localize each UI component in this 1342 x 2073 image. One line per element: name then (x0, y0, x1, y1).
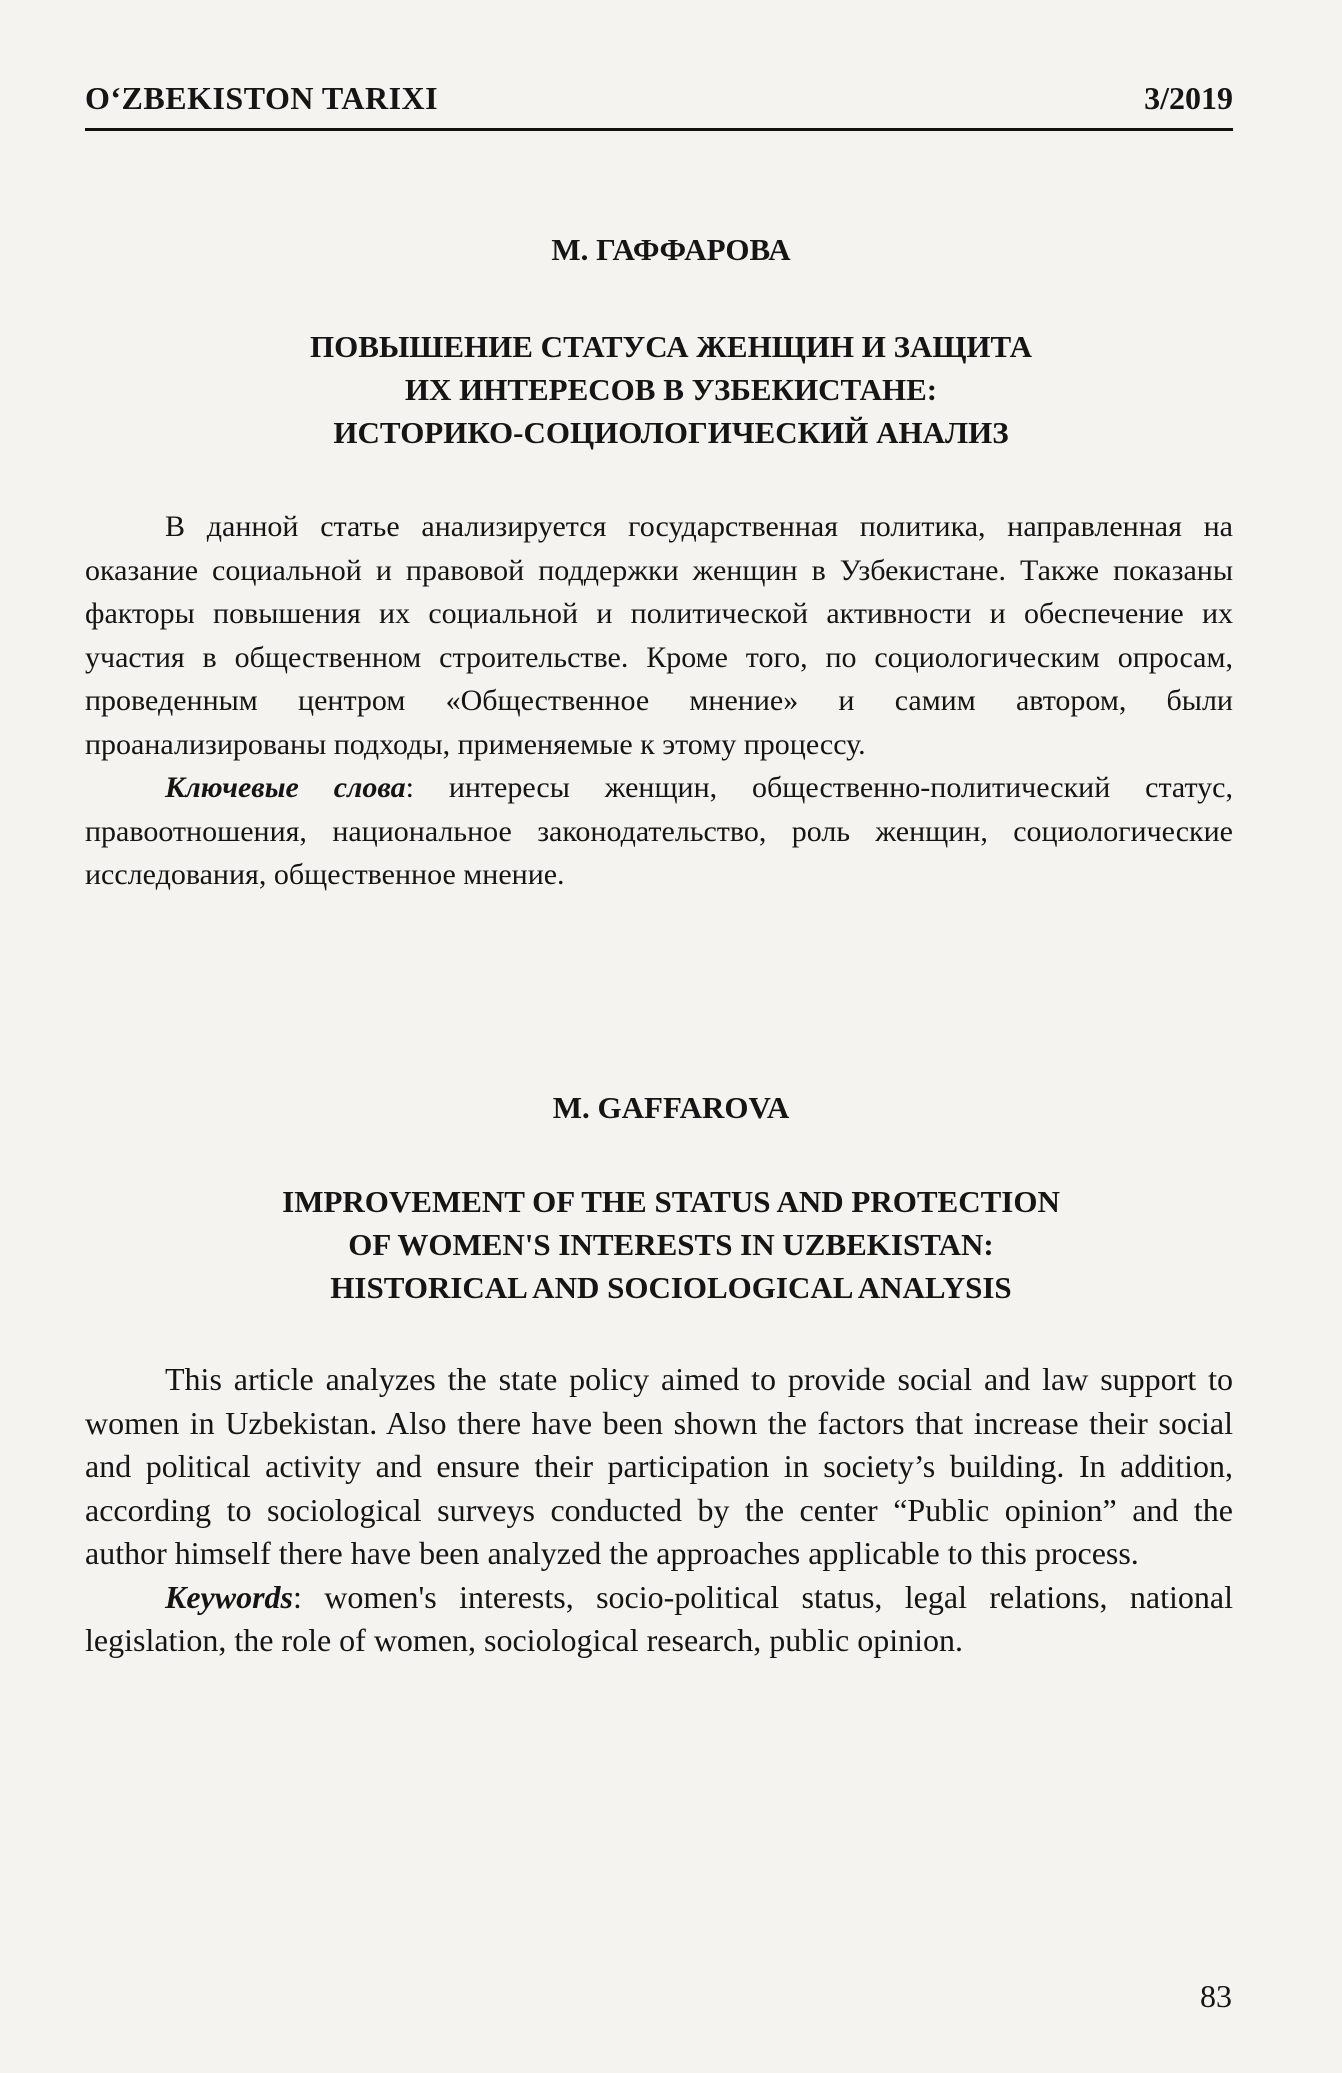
running-header (85, 80, 1233, 131)
title-line: OF WOMEN'S INTERESTS IN UZBEKISTAN: (348, 1227, 994, 1262)
abstract-en: This article analyzes the state policy aimed to provide social and law support to women in Uzbekistan. Also there have been shown the factors that increase their social and political activity and ensure their participation in society’s building. In addition, according to sociological surveys conducted by the center “Public opinion” and the author himself there have been analyzed the approaches applicable to this process. (85, 1361, 1233, 1571)
article-title-en (0, 1180, 1342, 1309)
keywords-text: : women's interests, socio-political status, legal relations, national legislation, the role of women, sociological research, public opinion. (85, 1578, 1233, 1658)
keywords-label: Keywords (165, 1578, 293, 1615)
abstract-en-block (85, 1358, 1233, 1663)
author-en: M. GAFFAROVA (552, 1090, 790, 1125)
article-title-ru (0, 325, 1342, 454)
title-line: HISTORICAL AND SOCIOLOGICAL ANALYSIS (330, 1270, 1012, 1305)
issue-number: 3/2019 (1144, 80, 1233, 116)
page-number: 83 (1200, 1978, 1232, 2014)
abstract-ru-block (85, 505, 1233, 897)
author-ru: М. ГАФФАРОВА (551, 232, 791, 267)
keywords-ru (85, 766, 1233, 897)
title-line: ПОВЫШЕНИЕ СТАТУСА ЖЕНЩИН И ЗАЩИТА (309, 329, 1033, 364)
title-line: ИХ ИНТЕРЕСОВ В УЗБЕКИСТАНЕ: (404, 372, 938, 407)
title-line: ИСТОРИКО-СОЦИОЛОГИЧЕСКИЙ АНАЛИЗ (333, 415, 1009, 450)
title-line: IMPROVEMENT OF THE STATUS AND PROTECTION (282, 1184, 1060, 1219)
journal-title: O‘ZBEKISTON TARIXI (85, 80, 439, 116)
keywords-label: Ключевые слова (165, 771, 406, 804)
keywords-en (85, 1576, 1233, 1663)
keywords-text: : интересы женщин, общественно-политический статус, правоотношения, национальное законодательство, роль женщин, социологические исследования, общественное мнение. (85, 771, 1233, 891)
abstract-ru: В данной статье анализируется государственная политика, направленная на оказание социальной и правовой поддержки женщин в Узбекистане. Также показаны факторы повышения их социальной и политической активности и обеспечение их участия в общественном строительстве. Кроме того, по социологическим опросам, проведенным центром «Общественное мнение» и самим автором, были проанализированы подходы, применяемые к этому процессу. (85, 510, 1233, 761)
